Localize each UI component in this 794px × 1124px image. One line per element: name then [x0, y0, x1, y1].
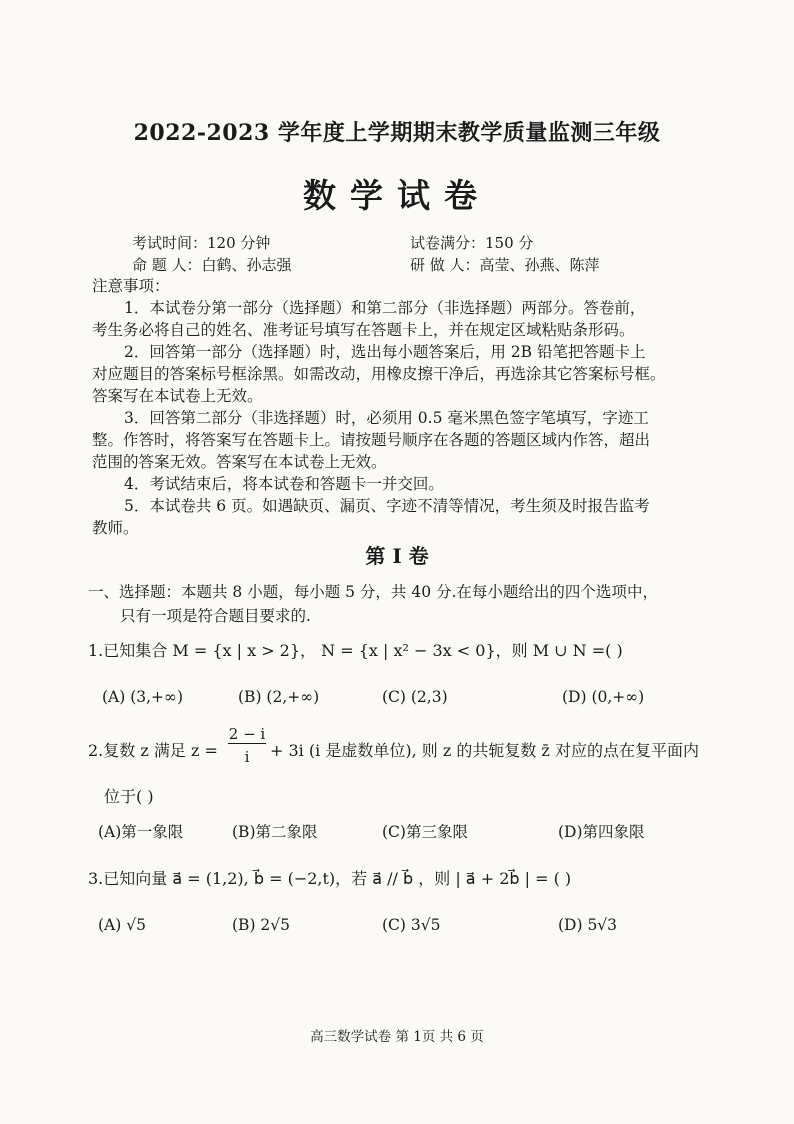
- exam-time: 考试时间：120 分钟: [132, 234, 271, 252]
- q1-option-d: (D) (0,+∞): [562, 688, 645, 706]
- q3-option-d: (D) 5√3: [558, 916, 618, 934]
- author: 命 题 人：白鹤、孙志强: [132, 256, 292, 274]
- note-5a: 5．本试卷共 6 页。如遇缺页、漏页、字迹不清等情况，考生须及时报告监考: [124, 497, 650, 515]
- part1-instructions-line2: 只有一项是符合题目要求的.: [120, 607, 311, 625]
- q2-fraction-denominator: i: [244, 748, 250, 766]
- q2-option-d: (D)第四象限: [558, 823, 645, 841]
- exam-title: 2022-2023 学年度上学期期末教学质量监测三年级: [133, 120, 661, 146]
- question-1-stem: 1.已知集合 M = {x | x > 2}， N = {x | x² − 3x < 0}，则 M ∪ N =( ): [88, 641, 623, 660]
- exam-subtitle: 数学试卷: [303, 176, 491, 215]
- q2-option-b: (B)第二象限: [232, 823, 318, 841]
- note-3b: 整。作答时，将答案写在答题卡上。请按题号顺序在各题的答题区域内作答，超出: [92, 431, 651, 449]
- section-heading: 第 I 卷: [365, 544, 429, 568]
- full-score: 试卷满分：150 分: [410, 234, 534, 252]
- note-3c: 范围的答案无效。答案写在本试卷上无效。: [92, 453, 387, 471]
- q3-option-a: (A) √5: [98, 916, 146, 934]
- note-4: 4．考试结束后，将本试卷和答题卡一并交回。: [124, 475, 444, 493]
- note-3a: 3．回答第二部分（非选择题）时，必须用 0.5 毫米黑色签字笔填写，字迹工: [124, 409, 649, 427]
- notes-heading: 注意事项：: [92, 277, 170, 295]
- q2-option-a: (A)第一象限: [98, 823, 184, 841]
- q2-fraction-numerator: 2 − i: [228, 725, 266, 743]
- question-2-prefix: 2.复数 z 满足 z =: [88, 741, 218, 760]
- question-2-suffix: + 3i (i 是虚数单位), 则 z 的共轭复数 z̄ 对应的点在复平面内: [270, 741, 699, 760]
- note-2c: 答案写在本试卷上无效。: [92, 387, 263, 405]
- page-footer: 高三数学试卷 第 1页 共 6 页: [310, 1029, 484, 1045]
- reviewer: 研 做 人：高莹、孙燕、陈萍: [410, 256, 600, 274]
- part1-instructions-line1: 一、选择题：本题共 8 小题，每小题 5 分，共 40 分.在每小题给出的四个选项中，: [88, 583, 658, 601]
- q1-option-b: (B) (2,+∞): [238, 688, 320, 706]
- q1-option-a: (A) (3,+∞): [102, 688, 183, 706]
- note-2b: 对应题目的答案标号框涂黑。如需改动，用橡皮擦干净后，再选涂其它答案标号框。: [92, 365, 666, 383]
- note-2a: 2．回答第一部分（选择题）时，选出每小题答案后，用 2B 铅笔把答题卡上: [124, 343, 646, 361]
- q3-option-c: (C) 3√5: [382, 916, 441, 934]
- note-1b: 考生务必将自己的姓名、准考证号填写在答题卡上，并在规定区域粘贴条形码。: [92, 321, 635, 339]
- q2-option-c: (C)第三象限: [382, 823, 468, 841]
- q3-option-b: (B) 2√5: [232, 916, 291, 934]
- note-1a: 1．本试卷分第一部分（选择题）和第二部分（非选择题）两部分。答卷前，: [124, 299, 646, 317]
- q1-option-c: (C) (2,3): [382, 688, 448, 706]
- question-3-stem: 3.已知向量 a⃗ = (1,2), b⃗ = (−2,t)，若 a⃗ // b⃗ ，则 | a⃗ + 2b⃗ | = ( ): [88, 869, 572, 888]
- note-5b: 教师。: [92, 519, 139, 537]
- question-2-line2: 位于( ): [104, 787, 154, 806]
